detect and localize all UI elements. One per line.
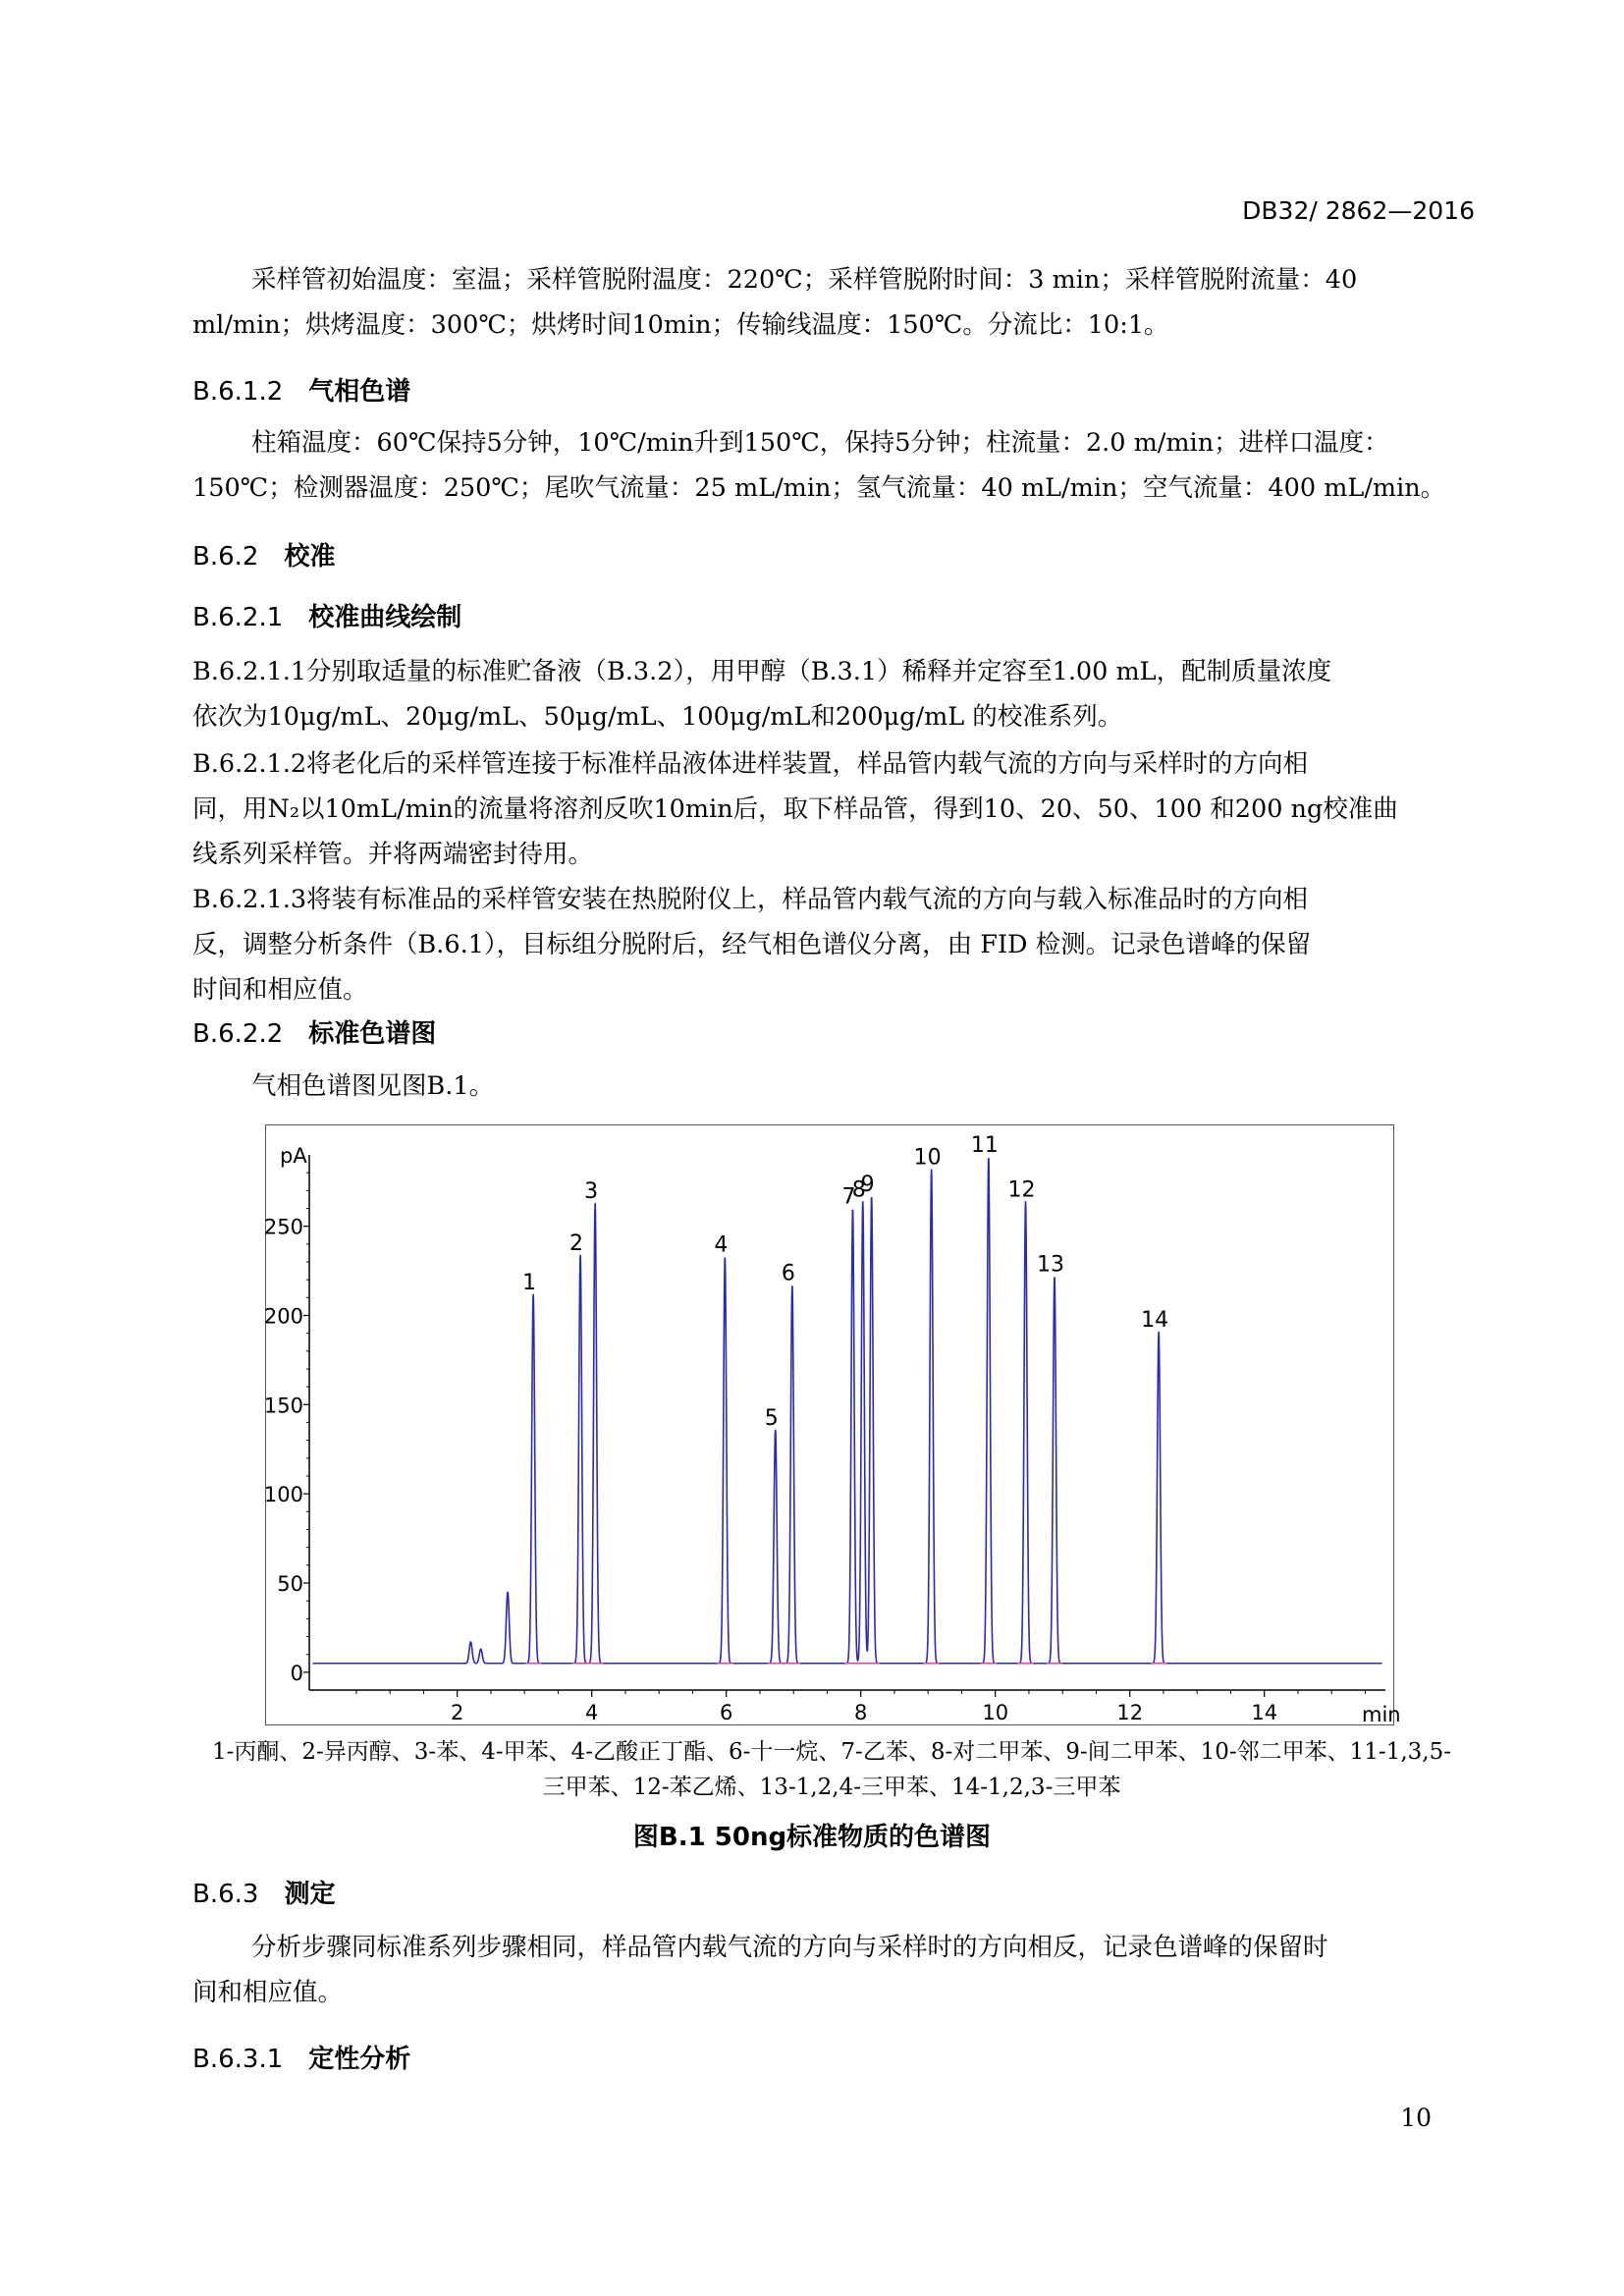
peak-label-9: 9: [860, 1172, 875, 1197]
heading-b6-2-2: B.6.2.2 标准色谱图: [192, 1019, 437, 1049]
chromatogram-trace: [312, 1159, 1381, 1664]
peak-label-11: 11: [970, 1132, 999, 1158]
peak-label-4: 4: [714, 1232, 729, 1258]
x-tick-label: 2: [451, 1701, 464, 1724]
heading-b6-2: B.6.2 校准: [192, 542, 336, 572]
peak-label-6: 6: [781, 1261, 795, 1286]
measurement-text: 分析步骤同标准系列步骤相同，样品管内载气流的方向与采样时的方向相反，记录色谱峰的保留时 间和相应值。: [192, 1933, 1328, 2007]
peak-label-1: 1: [522, 1270, 537, 1295]
chromatogram-reference: 气相色谱图见图B.1。: [251, 1071, 495, 1101]
heading-b6-3-1: B.6.3.1 定性分析: [192, 2045, 411, 2074]
chromatogram-svg: [263, 1125, 1401, 1726]
y-tick-label: 100: [263, 1483, 303, 1507]
document-number: DB32/ 2862—2016: [1242, 196, 1475, 225]
page-number: 10: [1400, 2104, 1432, 2132]
peak-label-8: 8: [851, 1177, 866, 1203]
peak-label-3: 3: [584, 1179, 599, 1205]
calibration-step-2: B.6.2.1.2将老化后的采样管连接于标准样品液体进样装置，样品管内载气流的方向与采样时的方向相 同，用N₂以10mL/min的流量将溶剂反吹10min后，取下样品管，得到10、20、50、100 和200 ng校准曲 线系列采样管。并将两端密封待用。: [192, 749, 1398, 869]
peak-label-7: 7: [841, 1184, 856, 1210]
gc-parameters: 柱箱温度：60℃保持5分钟，10℃/min升到150℃，保持5分钟；柱流量：2.0 m/min；进样口温度： 150℃；检测器温度：250℃；尾吹气流量：25 mL/min；氢气流量：40 mL/min；空气流量：400 mL/min。: [192, 428, 1446, 503]
chromatogram-chart: [263, 1124, 1401, 1726]
y-tick-label: 150: [263, 1394, 303, 1418]
x-tick-label: 14: [1251, 1701, 1278, 1724]
y-tick-label: 0: [290, 1661, 303, 1685]
calibration-step-1: B.6.2.1.1分别取适量的标准贮备液（B.3.2），用甲醇（B.3.1）稀释并定容至1.00 mL，配制质量浓度 依次为10μg/mL、20μg/mL、50μg/mL、100μg/mL和200μg/mL 的校准系列。: [192, 657, 1332, 732]
peak-label-5: 5: [764, 1405, 779, 1431]
peak-label-12: 12: [1007, 1177, 1036, 1203]
peak-label-2: 2: [569, 1230, 584, 1256]
heading-b6-1-2: B.6.1.2 气相色谱: [192, 377, 411, 407]
x-tick-label: 10: [982, 1701, 1009, 1724]
y-axis-label: pA: [280, 1144, 307, 1168]
peak-label-13: 13: [1036, 1252, 1064, 1278]
peak-legend: 1-丙酮、2-异丙醇、3-苯、4-甲苯、4-乙酸正丁酯、6-十一烷、7-乙苯、8-对二甲苯、9-间二甲苯、10-邻二甲苯、11-1,3,5- 三甲苯、12-苯乙烯、13-1,2,4-三甲苯、14-1,2,3-三甲苯: [211, 1739, 1451, 1800]
figure-caption: 图B.1 50ng标准物质的色谱图: [632, 1823, 992, 1852]
x-tick-label: 12: [1116, 1701, 1144, 1724]
y-tick-label: 200: [263, 1304, 303, 1329]
heading-b6-2-1: B.6.2.1 校准曲线绘制: [192, 603, 462, 632]
y-tick-label: 250: [263, 1215, 303, 1239]
peak-label-10: 10: [913, 1145, 942, 1171]
desorption-parameters: 采样管初始温度：室温；采样管脱附温度：220℃；采样管脱附时间：3 min；采样管脱附流量：40 ml/min；烘烤温度：300℃；烘烤时间10min；传输线温度：150℃。分流比：10:1。: [192, 265, 1358, 340]
calibration-step-3: B.6.2.1.3将装有标准品的采样管安装在热脱附仪上，样品管内载气流的方向与载入标准品时的方向相 反，调整分析条件（B.6.1），目标组分脱附后，经气相色谱仪分离，由 FID 检测。记录色谱峰的保留 时间和相应值。: [192, 885, 1312, 1005]
y-tick-label: 50: [277, 1572, 303, 1596]
x-tick-label: 4: [585, 1701, 599, 1724]
x-tick-label: 6: [720, 1701, 733, 1724]
x-axis-label: min: [1362, 1703, 1401, 1726]
x-tick-label: 8: [854, 1701, 868, 1724]
heading-b6-3: B.6.3 测定: [192, 1880, 336, 1909]
peak-label-14: 14: [1141, 1307, 1169, 1333]
